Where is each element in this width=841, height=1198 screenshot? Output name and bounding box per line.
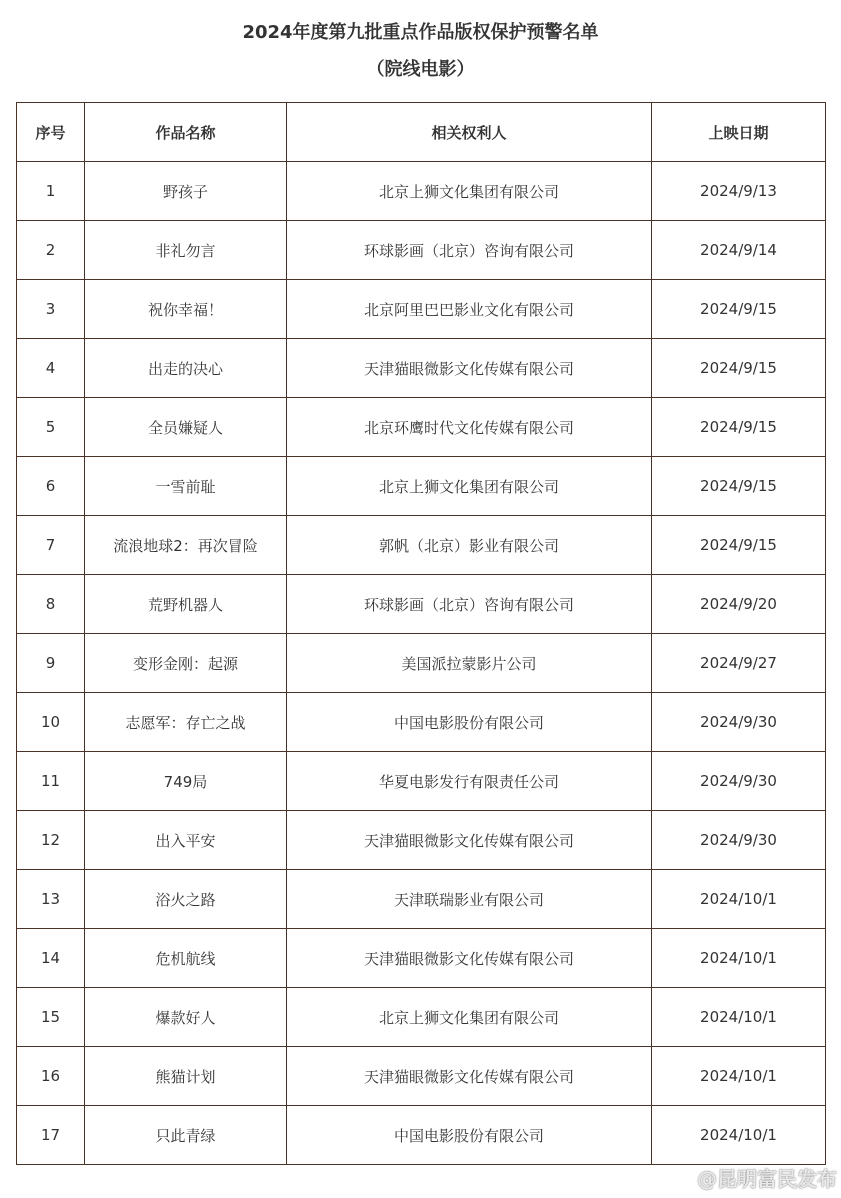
cell-title: 只此青绿 [85,1106,287,1165]
table-row [17,988,826,1047]
cell-no: 11 [17,752,85,811]
cell-title: 危机航线 [85,929,287,988]
cell-release-date: 2024/9/15 [652,280,826,339]
cell-title: 一雪前耻 [85,457,287,516]
table-row [17,1047,826,1106]
cell-release-date: 2024/9/15 [652,457,826,516]
cell-title: 749局 [85,752,287,811]
table-row [17,811,826,870]
cell-no: 5 [17,398,85,457]
cell-no: 6 [17,457,85,516]
table-row [17,929,826,988]
cell-rights-holder: 北京上狮文化集团有限公司 [287,457,652,516]
table-row [17,752,826,811]
cell-rights-holder: 天津猫眼微影文化传媒有限公司 [287,929,652,988]
cell-release-date: 2024/10/1 [652,929,826,988]
cell-release-date: 2024/9/27 [652,634,826,693]
header-no: 序号 [17,103,85,162]
cell-rights-holder: 美国派拉蒙影片公司 [287,634,652,693]
cell-rights-holder: 天津猫眼微影文化传媒有限公司 [287,339,652,398]
table-row [17,516,826,575]
cell-release-date: 2024/9/30 [652,811,826,870]
cell-release-date: 2024/10/1 [652,988,826,1047]
cell-rights-holder: 郭帆（北京）影业有限公司 [287,516,652,575]
table-header-row [17,103,826,162]
cell-no: 1 [17,162,85,221]
cell-rights-holder: 环球影画（北京）咨询有限公司 [287,575,652,634]
cell-release-date: 2024/9/30 [652,693,826,752]
cell-title: 野孩子 [85,162,287,221]
cell-release-date: 2024/10/1 [652,1047,826,1106]
cell-rights-holder: 天津猫眼微影文化传媒有限公司 [287,811,652,870]
document-title: 2024年度第九批重点作品版权保护预警名单 [242,22,599,43]
cell-no: 8 [17,575,85,634]
cell-release-date: 2024/9/15 [652,398,826,457]
cell-title: 变形金刚：起源 [85,634,287,693]
table-row [17,162,826,221]
table-row [17,575,826,634]
cell-release-date: 2024/10/1 [652,870,826,929]
cell-no: 2 [17,221,85,280]
table-row [17,221,826,280]
cell-release-date: 2024/9/15 [652,339,826,398]
cell-release-date: 2024/9/13 [652,162,826,221]
table-row [17,457,826,516]
cell-title: 非礼勿言 [85,221,287,280]
table-row [17,693,826,752]
cell-title: 熊猫计划 [85,1047,287,1106]
weibo-icon [667,1167,693,1189]
cell-no: 14 [17,929,85,988]
weibo-watermark [667,1163,837,1192]
table-row [17,634,826,693]
cell-rights-holder: 北京上狮文化集团有限公司 [287,988,652,1047]
cell-release-date: 2024/9/15 [652,516,826,575]
cell-rights-holder: 北京阿里巴巴影业文化有限公司 [287,280,652,339]
cell-release-date: 2024/9/14 [652,221,826,280]
warning-list-table [16,102,826,1165]
header-release-date: 上映日期 [652,103,826,162]
table-row [17,280,826,339]
cell-title: 流浪地球2：再次冒险 [85,516,287,575]
cell-rights-holder: 中国电影股份有限公司 [287,693,652,752]
table-row [17,339,826,398]
cell-no: 12 [17,811,85,870]
cell-no: 10 [17,693,85,752]
cell-rights-holder: 北京环鹰时代文化传媒有限公司 [287,398,652,457]
cell-rights-holder: 北京上狮文化集团有限公司 [287,162,652,221]
cell-no: 3 [17,280,85,339]
cell-no: 4 [17,339,85,398]
cell-title: 荒野机器人 [85,575,287,634]
header-rights-holder: 相关权利人 [287,103,652,162]
cell-title: 爆款好人 [85,988,287,1047]
document-subtitle: （院线电影） [366,59,475,80]
cell-rights-holder: 环球影画（北京）咨询有限公司 [287,221,652,280]
cell-no: 15 [17,988,85,1047]
cell-title: 志愿军：存亡之战 [85,693,287,752]
table-row [17,870,826,929]
cell-no: 17 [17,1106,85,1165]
cell-rights-holder: 天津联瑞影业有限公司 [287,870,652,929]
cell-rights-holder: 中国电影股份有限公司 [287,1106,652,1165]
cell-title: 祝你幸福！ [85,280,287,339]
table-row [17,398,826,457]
cell-title: 出入平安 [85,811,287,870]
header-title: 作品名称 [85,103,287,162]
cell-release-date: 2024/9/30 [652,752,826,811]
cell-rights-holder: 华夏电影发行有限责任公司 [287,752,652,811]
cell-no: 9 [17,634,85,693]
cell-title: 出走的决心 [85,339,287,398]
cell-no: 7 [17,516,85,575]
cell-rights-holder: 天津猫眼微影文化传媒有限公司 [287,1047,652,1106]
table-row [17,1106,826,1165]
cell-no: 16 [17,1047,85,1106]
cell-title: 全员嫌疑人 [85,398,287,457]
cell-release-date: 2024/9/20 [652,575,826,634]
cell-title: 浴火之路 [85,870,287,929]
cell-no: 13 [17,870,85,929]
watermark-text: @昆明富民发布 [697,1167,837,1191]
cell-release-date: 2024/10/1 [652,1106,826,1165]
